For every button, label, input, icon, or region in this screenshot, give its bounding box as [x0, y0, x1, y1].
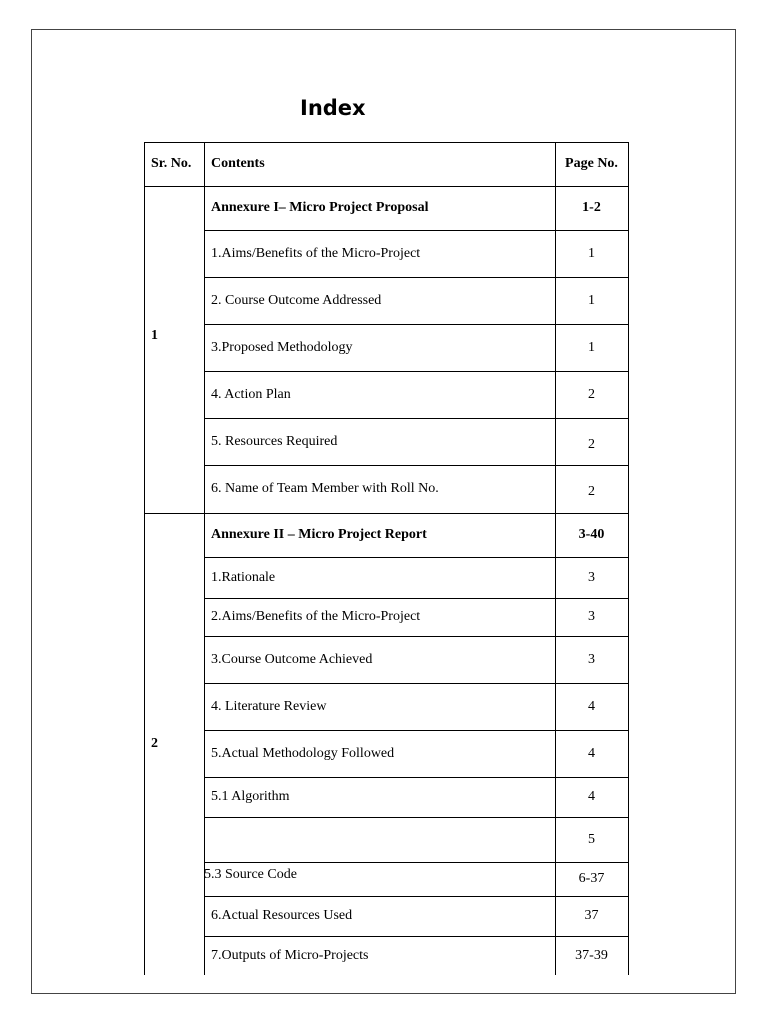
row-content: Annexure I– Micro Project Proposal	[211, 200, 429, 215]
header-bottom-border	[144, 186, 629, 187]
row-content: 1.Rationale	[211, 569, 276, 585]
section-sr-no: 2	[151, 736, 158, 751]
row-page-number: 2	[588, 436, 595, 452]
row-border	[204, 777, 629, 778]
row-border	[204, 324, 629, 325]
row-content: 5. Resources Required	[211, 433, 338, 449]
header-page-no: Page No.	[565, 156, 618, 171]
row-content: 6.Actual Resources Used	[211, 908, 353, 923]
row-page-number: 2	[588, 386, 595, 402]
row-border	[204, 636, 629, 637]
row-content: 5.3 Source Code	[204, 867, 297, 882]
row-content: 2. Course Outcome Addressed	[211, 292, 382, 308]
header-sr-no: Sr. No.	[151, 156, 192, 171]
row-page-number: 2	[588, 484, 595, 499]
row-content: 5.1 Algorithm	[211, 789, 290, 804]
row-page-number: 3	[588, 609, 595, 624]
row-page-number: 4	[588, 789, 595, 804]
row-content: Annexure II – Micro Project Report	[211, 527, 427, 542]
row-page-number: 4	[588, 745, 595, 761]
column-divider-contents	[204, 142, 205, 975]
row-content: 1.Aims/Benefits of the Micro-Project	[211, 245, 421, 261]
section-bottom-border	[144, 513, 629, 514]
table-top-border	[144, 142, 629, 143]
index-table	[144, 142, 629, 975]
row-border	[204, 371, 629, 372]
row-border	[204, 817, 629, 818]
row-border	[204, 862, 629, 863]
row-page-number: 1	[588, 292, 595, 308]
row-page-number: 3	[588, 569, 595, 585]
row-border	[204, 277, 629, 278]
row-content: 6. Name of Team Member with Roll No.	[211, 481, 439, 496]
row-border	[204, 557, 629, 558]
table-left-border	[144, 142, 145, 975]
row-page-number: 4	[588, 698, 595, 714]
row-content: 3.Course Outcome Achieved	[211, 651, 373, 667]
row-border	[204, 896, 629, 897]
row-page-number: 37	[584, 908, 599, 923]
header-contents: Contents	[211, 156, 265, 171]
row-page-number: 3-40	[578, 527, 605, 542]
row-border	[204, 683, 629, 684]
page-title: Index	[300, 96, 366, 120]
row-content: 4. Literature Review	[211, 698, 327, 714]
row-page-number: 37-39	[575, 947, 608, 963]
column-divider-page	[555, 142, 556, 975]
row-content: 7.Outputs of Micro-Projects	[211, 947, 369, 963]
row-content: 5.Actual Methodology Followed	[211, 745, 395, 761]
row-page-number: 5	[588, 831, 595, 847]
row-content: 3.Proposed Methodology	[211, 339, 353, 355]
row-content: 2.Aims/Benefits of the Micro-Project	[211, 609, 421, 624]
section-sr-no: 1	[151, 327, 158, 343]
row-page-number: 6-37	[578, 871, 605, 886]
row-border	[204, 230, 629, 231]
row-border	[204, 465, 629, 466]
row-page-number: 1	[588, 339, 595, 355]
row-page-number: 1-2	[582, 200, 601, 215]
row-page-number: 3	[588, 651, 595, 667]
table-right-border	[628, 142, 629, 975]
row-page-number: 1	[588, 245, 595, 261]
row-border	[204, 936, 629, 937]
row-content: 4. Action Plan	[211, 386, 291, 402]
row-border	[204, 598, 629, 599]
row-border	[204, 418, 629, 419]
row-border	[204, 730, 629, 731]
